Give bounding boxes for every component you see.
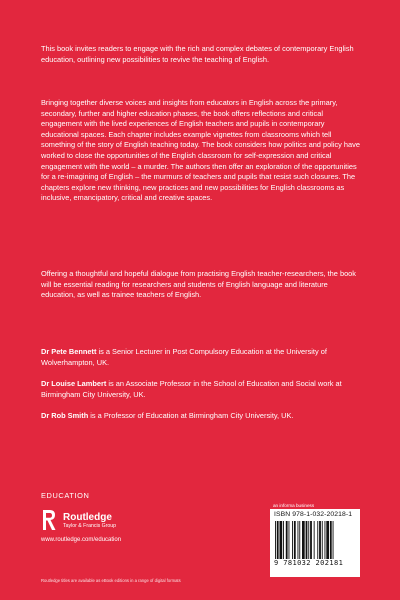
isbn-text: ISBN 978-1-032-20218-1 [274, 511, 353, 518]
publisher-name: Routledge [63, 511, 112, 523]
author-bio-1 [41, 347, 371, 368]
routledge-r-logo-icon [41, 509, 57, 531]
barcode-icon [274, 521, 356, 559]
subject-category: EDUCATION [41, 491, 90, 500]
barcode-digits: 9 781032 202181 [274, 559, 344, 567]
blurb-paragraph-1-text: This book invites readers to engage with the rich and complex debates of contemporary English education, outlining new possibilities to revive the teaching of English. [41, 44, 354, 64]
author-bio-3 [41, 411, 371, 422]
informa-tagline: an informa business [273, 503, 315, 508]
blurb-paragraph-1 [41, 44, 363, 65]
blurb-paragraph-2 [41, 98, 363, 204]
barcode-box [270, 509, 360, 577]
publisher-text [63, 512, 116, 529]
author-bio-2 [41, 379, 371, 400]
blurb-paragraph-3 [41, 269, 363, 301]
blurb-paragraph-3-text: Offering a thoughtful and hopeful dialogue from practising English teacher-researchers, the book will be essential reading for researchers and students of English language and literature education, as well as trainee teachers of English. [41, 269, 356, 300]
author-name: Dr Rob Smith [41, 411, 89, 420]
publisher-logo [41, 509, 116, 531]
blurb-paragraph-2-text: Bringing together diverse voices and insights from educators in English across the primary, secondary, further and higher education phases, the book offers reflections and critical engagement with the lived experiences of English teachers and pupils in contemporary educational spaces. Each chapter includes example vignettes from classrooms which tell something of the story of English teaching today. The book considers how politics and policy have worked to close the opportunities of the English classroom for self-expression and critical engagement with the world – a murder. The authors then offer an exploration of the opportunities for a re-imagining of English – the murmurs of teachers and pupils that resist such closures. The chapters explore new thinking, new practices and new possibilities for English classrooms as inclusive, emancipatory, critical and creative spaces. [41, 98, 360, 203]
publisher-group: Taylor & Francis Group [63, 522, 117, 529]
author-bio-text: is a Senior Lecturer in Post Compulsory Education at the University of Wolverhampton, UK. [41, 347, 327, 367]
author-bio-text: is a Professor of Education at Birmingham City University, UK. [88, 411, 294, 420]
ebook-footnote: Routledge titles are available as eBook editions in a range of digital formats [41, 578, 181, 583]
publisher-url: www.routledge.com/education [41, 537, 122, 543]
author-name: Dr Pete Bennett [41, 347, 97, 356]
author-name: Dr Louise Lambert [41, 379, 107, 388]
author-bio-text: is an Associate Professor in the School of Education and Social work at Birmingham City University, UK. [41, 379, 342, 399]
